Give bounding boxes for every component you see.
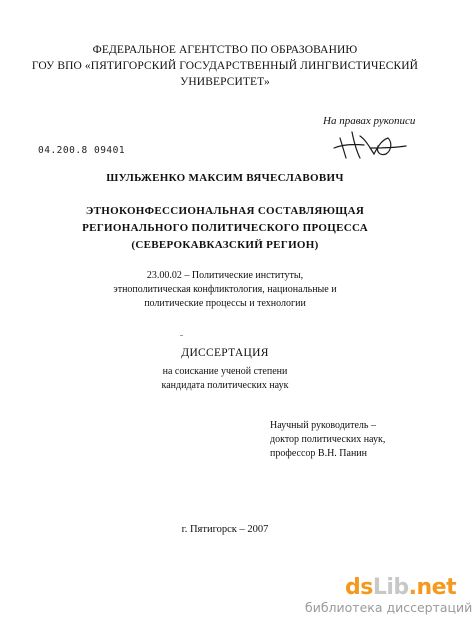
header-agency: ФЕДЕРАЛЬНОЕ АГЕНТСТВО ПО ОБРАЗОВАНИЮ [92, 44, 358, 56]
dissertation-heading: ДИССЕРТАЦИЯ [181, 347, 269, 359]
manuscript-note: На правах рукописи [323, 115, 416, 127]
logo-part-lib: Lib [372, 575, 409, 600]
catalog-number: 04.200.8 09401 [38, 145, 126, 156]
title-line-3: (СЕВЕРОКАВКАЗСКИЙ РЕГИОН) [131, 239, 319, 251]
advisor-line-3: профессор В.Н. Панин [270, 448, 368, 459]
city-year: г. Пятигорск – 2007 [181, 524, 269, 535]
author-name: ШУЛЬЖЕНКО МАКСИМ ВЯЧЕСЛАВОВИЧ [106, 172, 344, 184]
degree-line-2: кандидата политических наук [161, 380, 289, 391]
title-line-2: РЕГИОНАЛЬНОГО ПОЛИТИЧЕСКОГО ПРОЦЕССА [82, 222, 368, 234]
degree-line-1: на соискание ученой степени [162, 366, 288, 377]
header-university-line2: УНИВЕРСИТЕТ» [180, 76, 270, 88]
specialty-line-2: этнополитическая конфликтология, национальные и [113, 284, 337, 295]
title-line-1: ЭТНОКОНФЕССИОНАЛЬНАЯ СОСТАВЛЯЮЩАЯ [85, 205, 365, 217]
specialty-line-1: 23.00.02 – Политические институты, [146, 270, 304, 281]
handwritten-signature [330, 118, 410, 166]
logo-part-ds: ds [345, 575, 373, 600]
specialty-line-3: политические процессы и технологии [144, 298, 306, 309]
logo-part-net: .net [408, 575, 457, 600]
dslib-logo [345, 575, 456, 600]
scan-speck [180, 335, 183, 336]
advisor-line-2: доктор политических наук, [270, 434, 386, 445]
advisor-line-1: Научный руководитель – [270, 420, 376, 431]
header-university-line1: ГОУ ВПО «ПЯТИГОРСКИЙ ГОСУДАРСТВЕННЫЙ ЛИНГВИСТИЧЕСКИЙ [31, 60, 419, 72]
watermark-subtitle: библиотека диссертаций [305, 600, 472, 615]
